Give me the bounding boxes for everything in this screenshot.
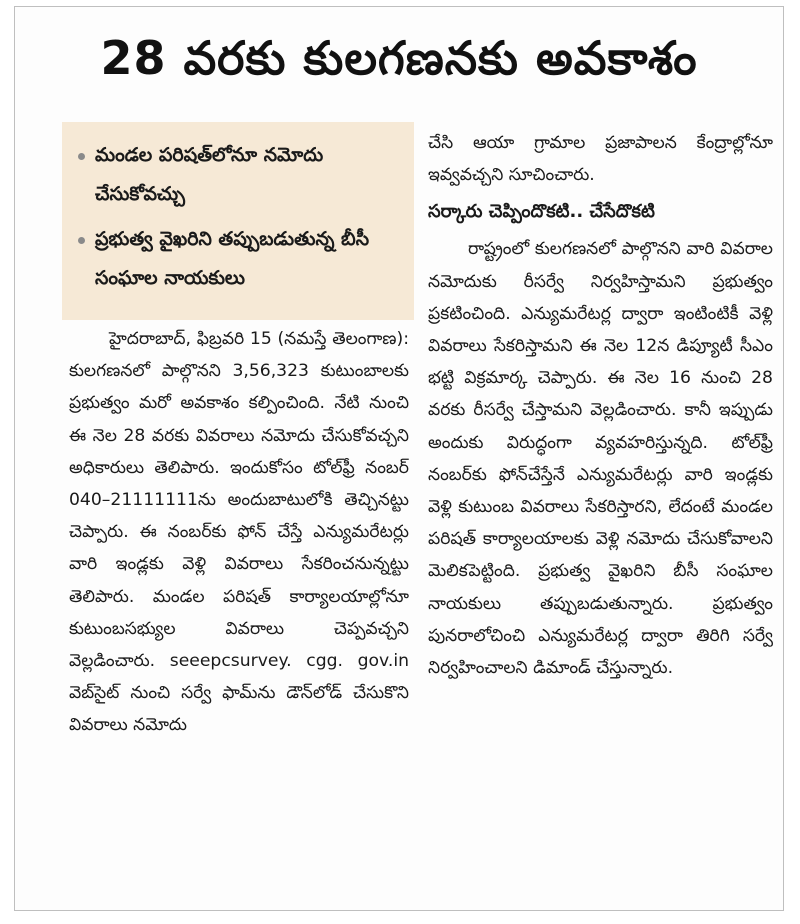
highlight-item <box>76 136 406 214</box>
highlight-text: ప్రభుత్వ వైఖరిని తప్పుబడుతున్న బీసీ సంఘాల నాయకులు <box>95 228 370 289</box>
highlight-text: మండల పరిషత్‌లోనూ నమోదు చేసుకోవచ్చు <box>95 144 324 205</box>
article-subheading: సర్కారు చెప్పిందొకటి.. చేసేదొకటి <box>428 201 655 223</box>
article-continuation: చేసి ఆయా గ్రామాల ప్రజాపాలన కేంద్రాల్లోనూ ఇవ్వవచ్చని సూచించారు. <box>428 133 773 186</box>
left-column <box>69 323 409 742</box>
bullet-dot-icon <box>78 153 85 160</box>
highlight-item <box>76 220 406 298</box>
bullet-dot-icon <box>78 237 85 244</box>
article-paragraph: హైదరాబాద్, ఫిబ్రవరి 15 (నమస్తే తెలంగాణ): కులగణనలో పాల్గొనని 3,56,323 కుటుంబాలకు ప్రభుత్వం మరో అవకాశం కల్పించింది. నేటి నుంచి ఈ నెల 28 వరకు వివరాలు నమోదు చేసుకోవచ్చని అధికారులు తెలిపారు. ఇందుకోసం టోల్‌ఫ్రీ నంబర్ 040–21111111ను అందుబాటులోకి తెచ్చినట్టు చెప్పారు. ఈ నంబర్‌కు ఫోన్ చేస్తే ఎన్యుమరేటర్లు వారి ఇండ్లకు వెళ్లి వివరాలు సేకరించనున్నట్టు తెలిపారు. మండల పరిషత్ కార్యాలయాల్లోనూ కుటుంబసభ్యుల వివరాలు చెప్పవచ్చని వెల్లడించారు. seeepcsurvey. cgg. gov.in వెబ్‌సైట్ నుంచి సర్వే ఫామ్‌ను డౌన్‌లోడ్ చేసుకొని వివరాలు నమోదు <box>69 329 409 736</box>
highlight-box <box>62 122 414 320</box>
right-column <box>428 127 773 684</box>
article-paragraph: రాష్ట్రంలో కులగణనలో పాల్గొనని వారి వివరాల నమోదుకు రీసర్వే నిర్వహిస్తామని ప్రభుత్వం ప్రకటించింది. ఎన్యుమరేటర్ల ద్వారా ఇంటింటికీ వెళ్లి వివరాలు సేకరిస్తామని ఈ నెల 12న డిప్యూటీ సీఎం భట్టి విక్రమార్క చెప్పారు. ఈ నెల 16 నుంచి 28 వరకు రీసర్వే చేస్తామని వెల్లడించారు. కానీ ఇప్పుడు అందుకు విరుద్ధంగా వ్యవహరిస్తున్నది. టోల్‌ఫ్రీ నంబర్‌కు ఫోన్‌చేస్తేనే ఎన్యుమరేటర్లు వారి ఇండ్లకు వెళ్లి కుటుంబ వివరాలు సేకరిస్తారని, లేదంటే మండల పరిషత్ కార్యాలయాలకు వెళ్లి నమోదు చేసుకోవాలని మెలికపెట్టింది. ప్రభుత్వ వైఖరిని బీసీ సంఘాల నాయకులు తప్పుబడుతున్నారు. ప్రభుత్వం పునరాలోచించి ఎన్యుమరేటర్ల ద్వారా తిరిగి సర్వే నిర్వహించాలని డిమాండ్ చేస్తున్నారు. <box>428 239 773 679</box>
headline: 28 వరకు కులగణనకు అవకాశం <box>100 31 698 85</box>
newspaper-clipping <box>14 6 784 911</box>
